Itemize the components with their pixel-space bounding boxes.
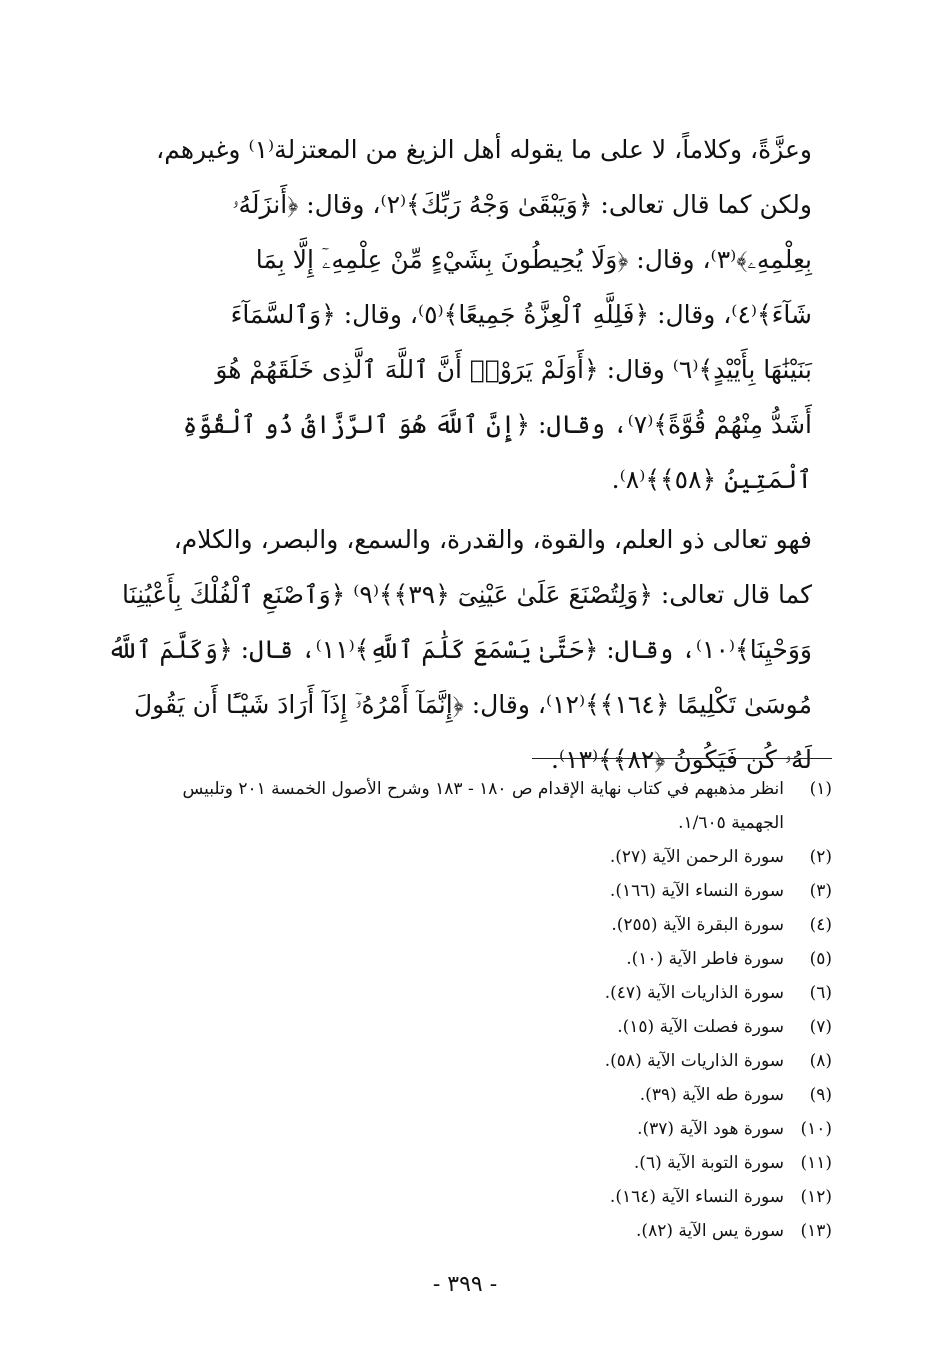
paragraph-2 bbox=[107, 512, 812, 787]
footnote-number: (٥) bbox=[809, 949, 832, 969]
footnote-divider bbox=[532, 758, 832, 759]
footnote-text: سورة فصلت الآية (١٥). bbox=[617, 1017, 784, 1037]
text-line: بَنَيْنَٰهَا بِأَيْيْدٍ﴾⁽٦⁾ وقال: ﴿أَوَلَمْ يَرَوْا۟ أَنَّ ٱللَّهَ ٱلَّذِى خَلَقَهُمْ هُوَ bbox=[215, 355, 812, 384]
footnote-number: (١٢) bbox=[800, 1187, 832, 1207]
footnote-number: (١٣) bbox=[800, 1221, 832, 1241]
text-line: ٱلْمَتِينُ ﴿٥٨﴾﴾⁽٨⁾. bbox=[611, 465, 812, 494]
footnote-number: (٤) bbox=[809, 915, 832, 935]
footnote-number: (٧) bbox=[809, 1017, 832, 1037]
footnote-text: سورة فاطر الآية (١٠). bbox=[626, 949, 784, 969]
footnote-number: (٨) bbox=[809, 1051, 832, 1071]
footnote-text: سورة الرحمن الآية (٢٧). bbox=[609, 847, 784, 867]
footnote-number: (٩) bbox=[809, 1085, 832, 1105]
text-line: كما قال تعالى: ﴿وَلِتُصْنَعَ عَلَىٰ عَيْنِىٓ ﴿٣٩﴾﴾⁽٩⁾ ﴿وَٱصْنَعِ ٱلْفُلْكَ بِأَعْيُنِنَا bbox=[121, 580, 812, 609]
footnote-text-line: انظر مذهبهم في كتاب نهاية الإقدام ص ١٨٠ - ١٨٣ وشرح الأصول الخمسة ٢٠١ وتلبيس bbox=[182, 779, 784, 799]
footnote-item bbox=[112, 1010, 832, 1044]
footnote-number: (١) bbox=[809, 779, 832, 799]
footnote-number: (١١) bbox=[800, 1153, 832, 1173]
text-line: مُوسَىٰ تَكْلِيمًا ﴿١٦٤﴾﴾⁽١٢⁾، وقال: ﴿إِنَّمَآ أَمْرُهُۥٓ إِذَآ أَرَادَ شَيْـًٔا أَن يَقُولَ bbox=[134, 690, 812, 719]
text-line: ولكن كما قال تعالى: ﴿وَيَبْقَىٰ وَجْهُ رَبِّكَ﴾⁽٢⁾، وقال: ﴿أَنزَلَهُۥ bbox=[232, 190, 812, 219]
footnote-item bbox=[112, 1044, 832, 1078]
footnote-text: سورة النساء الآية (١٦٦). bbox=[609, 881, 784, 901]
footnote-text: سورة البقرة الآية (٢٥٥). bbox=[611, 915, 784, 935]
text-line: لَهُۥ كُن فَيَكُونُ ﴿٨٢﴾﴾⁽١٣⁾. bbox=[551, 745, 812, 774]
footnote-number: (٢) bbox=[809, 847, 832, 867]
footnote-item bbox=[112, 840, 832, 874]
footnote-text bbox=[182, 772, 790, 840]
footnote-item bbox=[112, 1078, 832, 1112]
footnote-item bbox=[112, 1180, 832, 1214]
text-line: شَآءَ﴾⁽٤⁾، وقال: ﴿فَلِلَّهِ ٱلْعِزَّةُ جَمِيعًا﴾⁽٥⁾، وقال: ﴿وَٱلسَّمَآءَ bbox=[230, 300, 812, 329]
footnote-text: سورة التوبة الآية (٦). bbox=[633, 1153, 784, 1173]
footnote-text: سورة طه الآية (٣٩). bbox=[639, 1085, 784, 1105]
footnote-number: (٣) bbox=[809, 881, 832, 901]
footnote-item bbox=[112, 1146, 832, 1180]
footnote-text: سورة النساء الآية (١٦٤). bbox=[609, 1187, 784, 1207]
text-line: وعزَّةً، وكلاماً، لا على ما يقوله أهل الزيغ من المعتزلة⁽١⁾ وغيرهم، bbox=[156, 135, 812, 164]
text-line: فهو تعالى ذو العلم، والقوة، والقدرة، والسمع، والبصر، والكلام، bbox=[173, 525, 812, 554]
text-line: أَشَدُّ مِنْهُمْ قُوَّةً﴾⁽٧⁾، وقال: ﴿إِنَّ ٱللَّهَ هُوَ ٱلرَّزَّاقُ ذُو ٱلْقُوَّةِ bbox=[182, 410, 812, 439]
paragraph-1 bbox=[112, 122, 812, 507]
page-number: - ٣٩٩ - bbox=[432, 1272, 498, 1297]
footnote-number: (١٠) bbox=[800, 1119, 832, 1139]
footnotes-list bbox=[112, 772, 832, 1248]
text-line: بِعِلْمِهِۦ﴾⁽٣⁾، وقال: ﴿وَلَا يُحِيطُونَ بِشَيْءٍ مِّنْ عِلْمِهِۦٓ إِلَّا بِمَا bbox=[255, 245, 812, 274]
footnote-item bbox=[112, 976, 832, 1010]
footnote-item bbox=[112, 1112, 832, 1146]
text-line: وَوَحْيِنَا﴾⁽١٠⁾، وقال: ﴿حَتَّىٰ يَسْمَعَ كَلَٰمَ ٱللَّهِ﴾⁽١١⁾، قال: ﴿وَكَلَّمَ ٱللَّهُ bbox=[107, 635, 812, 664]
footnote-item bbox=[112, 908, 832, 942]
footnote-text-continuation: الجهمية ١/٦٠٥. bbox=[678, 813, 784, 833]
footnote-item bbox=[112, 1214, 832, 1248]
footnote-text: سورة هود الآية (٣٧). bbox=[637, 1119, 784, 1139]
footnote-text: سورة يس الآية (٨٢). bbox=[636, 1221, 784, 1241]
footnote-text: سورة الذاريات الآية (٤٧). bbox=[604, 983, 784, 1003]
footnote-item bbox=[112, 772, 832, 840]
footnote-number: (٦) bbox=[809, 983, 832, 1003]
footnote-item bbox=[112, 942, 832, 976]
footnote-item bbox=[112, 874, 832, 908]
footnote-text: سورة الذاريات الآية (٥٨). bbox=[604, 1051, 784, 1071]
